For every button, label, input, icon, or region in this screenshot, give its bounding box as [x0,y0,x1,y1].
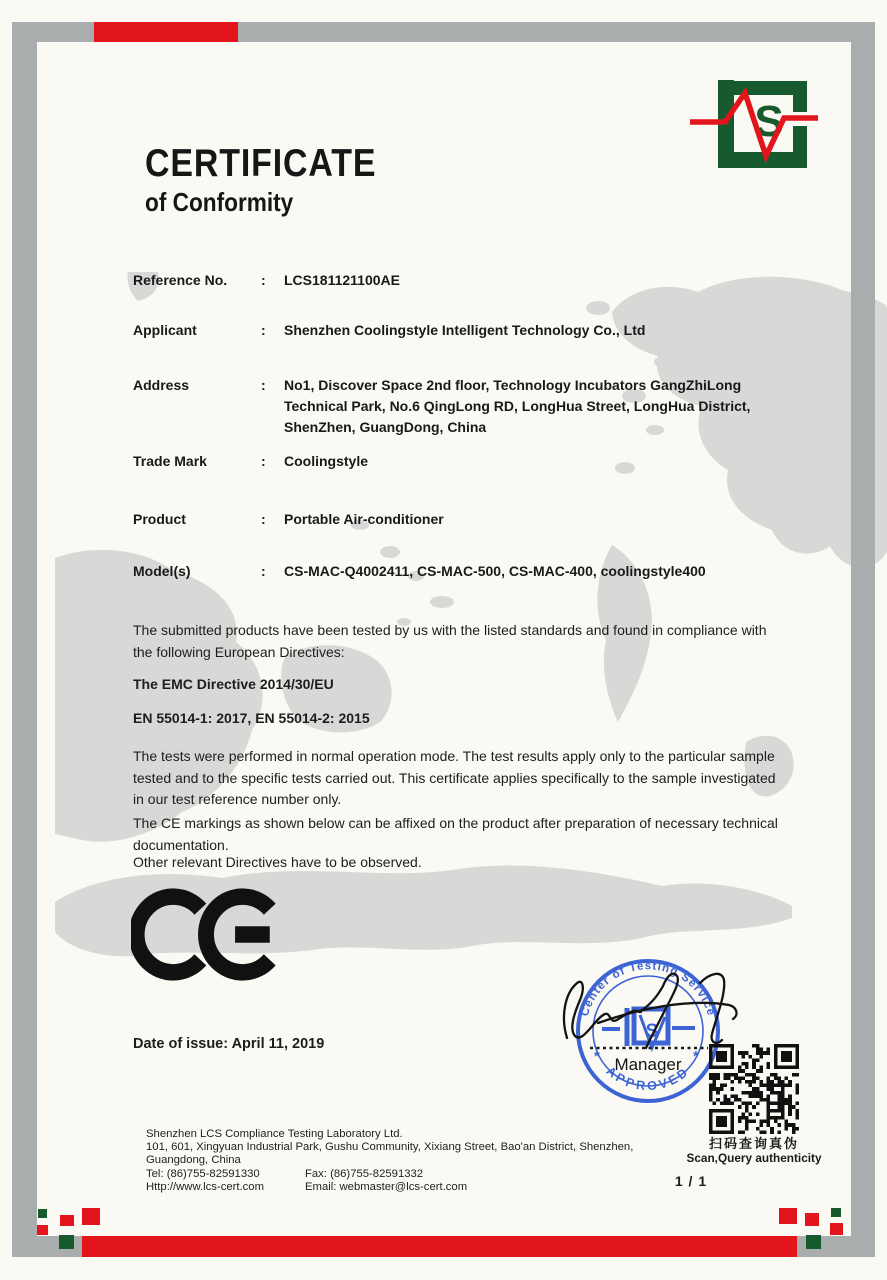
field-row-applicant [133,320,781,341]
deco-square-red [805,1213,819,1226]
footer-company: Shenzhen LCS Compliance Testing Laboratory Ltd. [146,1128,403,1140]
field-colon: : [261,377,266,393]
footer-block [146,1128,706,1194]
field-label: Applicant [133,322,197,338]
frame-left [12,22,37,1257]
frame-right [851,22,875,1257]
stamp-signer-title: Manager [614,1055,682,1074]
field-colon: : [261,322,266,338]
field-label: Reference No. [133,272,228,288]
title-line1: CERTIFICATE [145,142,377,185]
date-of-issue: Date of issue: April 11, 2019 [133,1036,325,1052]
field-row-models [133,561,781,582]
field-row-address [133,375,781,438]
paragraph-other-directives: Other relevant Directives have to be observed. [133,854,422,870]
field-label: Address [133,377,190,393]
footer-email: Email: webmaster@lcs-cert.com [305,1180,468,1193]
paragraph-intro: The submitted products have been tested by us with the listed standards and found in compliance with the following European Directives: [133,622,767,660]
deco-square-red [37,1225,48,1235]
paragraph-tests: The tests were performed in normal operation mode. The test results apply only to the particular sample tested and to the specific tests carried out. This certificate applies specifically to the sample investigated in our test reference number only. [133,748,776,807]
field-label: Product [133,511,186,527]
field-value: No1, Discover Space 2nd floor, Technology Incubators GangZhiLong Technical Park, No.6 QingLong RD, LongHua Street, LongHua District, ShenZhen, GuangDong, China [284,377,751,435]
footer-address2: Guangdong, China [146,1154,241,1167]
field-colon: : [261,563,266,579]
qr-caption-chinese: 扫码查询真伪 [708,1136,799,1151]
field-value: Shenzhen Coolingstyle Intelligent Technology Co., Ltd [284,322,646,338]
deco-square-green [806,1235,821,1249]
field-row-reference [133,270,781,291]
field-value: LCS181121100AE [284,272,400,288]
paragraph-ce-markings: The CE markings as shown below can be affixed on the product after preparation of necessary technical documentation. [133,815,778,853]
deco-square-green [38,1209,47,1218]
deco-square-green [831,1208,841,1217]
field-colon: : [261,511,266,527]
deco-square-red [82,1208,100,1225]
title-line2: of Conformity [145,187,294,217]
stamp-star-right: * [693,1048,699,1065]
field-row-trademark [133,451,781,472]
deco-square-red [60,1215,74,1226]
qr-code [709,1044,799,1134]
field-colon: : [261,272,266,288]
field-label: Model(s) [133,563,191,579]
footer-fax: Fax: (86)755-82591332 [305,1167,424,1180]
stamp-ring-bottom-text: APPROVED [603,1063,693,1094]
field-value: Coolingstyle [284,453,369,469]
paragraph-directive: The EMC Directive 2014/30/EU [133,676,334,692]
field-value: CS-MAC-Q4002411, CS-MAC-500, CS-MAC-400, coolingstyle400 [284,563,706,579]
field-value: Portable Air-conditioner [284,511,444,527]
certificate-title [145,144,376,216]
footer-website: Http://www.lcs-cert.com [146,1180,265,1193]
field-colon: : [261,453,266,469]
deco-square-red [779,1208,797,1224]
deco-square-green [59,1235,74,1249]
field-row-product [133,509,781,530]
page-number: 1 / 1 [674,1173,708,1189]
frame-top-red-segment [94,22,238,42]
field-label: Trade Mark [133,453,207,469]
ce-mark [131,886,281,983]
lcs-logo [688,72,858,182]
frame-bottom-red-segment [82,1236,797,1257]
deco-square-red [830,1223,843,1235]
footer-address1: 101, 601, Xingyuan Industrial Park, Gushu Community, Xixiang Street, Bao'an District, Shenzhen, [146,1141,634,1154]
qr-caption-english: Scan,Query authenticity [686,1151,822,1165]
stamp-logo-letter: S [645,1021,659,1042]
footer-tel: Tel: (86)755-82591330 [146,1167,260,1180]
stamp-ring-top-text: Center of Testing Service [578,960,718,1018]
paragraph-standards: EN 55014-1: 2017, EN 55014-2: 2015 [133,710,370,726]
lcs-logo-letter: S [754,97,784,146]
stamp-star-left: * [594,1048,600,1065]
